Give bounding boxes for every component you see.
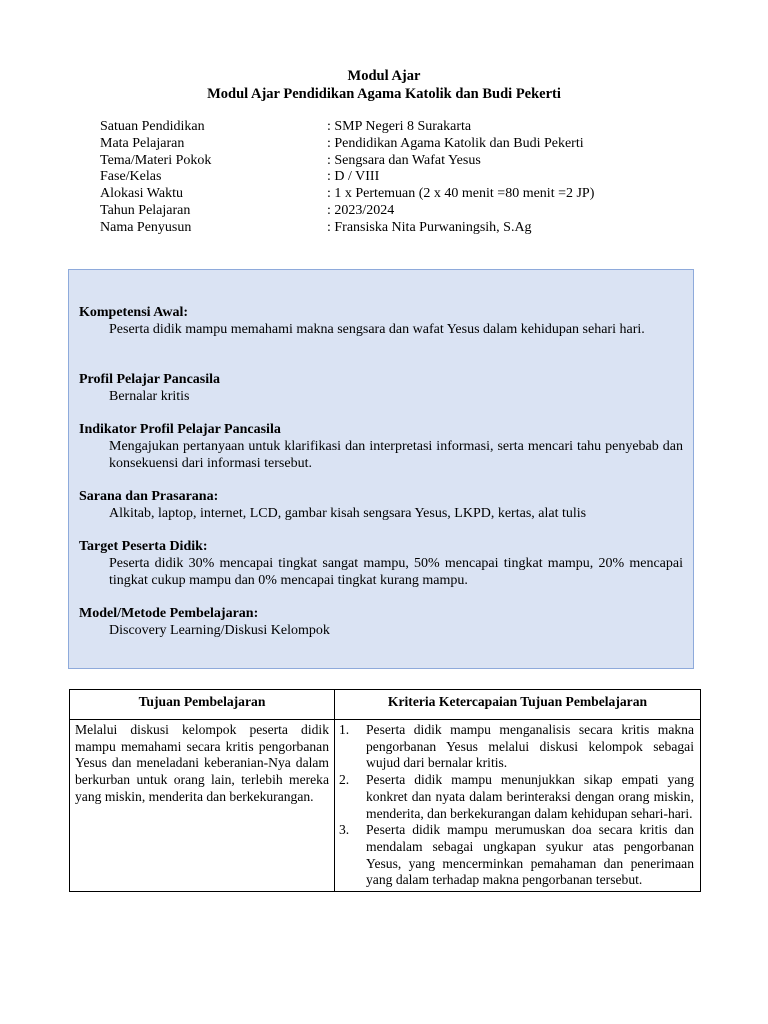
competency-box xyxy=(68,269,694,669)
tujuan-text: Melalui diskusi kelompok peserta didik mampu memahami secara kritis pengorbanan Yesus dan meneladani keberanian-Nya dalam berkurban untuk orang lain, terlebih mereka yang miskin, menderita dan berkekurangan. xyxy=(75,722,329,804)
section-kompetensi-awal xyxy=(79,304,683,338)
section-body: Bernalar kritis xyxy=(109,389,190,404)
section-body: Peserta didik mampu memahami makna sengsara dan wafat Yesus dalam kehidupan sehari hari. xyxy=(109,322,645,337)
section-body: Discovery Learning/Diskusi Kelompok xyxy=(109,623,330,638)
kriteria-text: Peserta didik mampu menganalisis secara kritis makna pengorbanan Yesus melalui diskusi kelompok sebagai wujud dari bernalar kritis. xyxy=(366,722,694,771)
section-heading: Kompetensi Awal: xyxy=(79,305,189,320)
kriteria-item xyxy=(339,722,694,772)
info-key: Fase/Kelas xyxy=(100,169,162,185)
section-sarana xyxy=(79,488,683,522)
section-body: Peserta didik 30% mencapai tingkat sangat mampu, 50% mencapai tingkat mampu, 20% mencapai tingkat cukup mampu dan 0% mencapai tingkat kurang mampu. xyxy=(109,556,683,588)
tujuan-cell xyxy=(70,720,335,892)
info-value: : Pendidikan Agama Katolik dan Budi Pekerti xyxy=(327,135,584,151)
kriteria-item xyxy=(339,772,694,822)
table-row xyxy=(70,720,701,892)
section-heading: Sarana dan Prasarana: xyxy=(79,489,219,504)
column-header-kriteria: Kriteria Ketercapaian Tujuan Pembelajaran xyxy=(335,690,701,720)
section-body: Alkitab, laptop, internet, LCD, gambar kisah sengsara Yesus, LKPD, kertas, alat tulis xyxy=(109,506,587,521)
info-value: : Fransiska Nita Purwaningsih, S.Ag xyxy=(327,219,532,235)
info-key: Tahun Pelajaran xyxy=(100,202,191,218)
info-key: Satuan Pendidikan xyxy=(100,119,205,134)
table-header-row xyxy=(70,690,701,720)
info-key: Mata Pelajaran xyxy=(100,135,185,151)
section-model xyxy=(79,605,683,639)
kriteria-text: Peserta didik mampu merumuskan doa secara kritis dan mendalam sebagai ungkapan syukur atas pengorbanan Yesus, yang mencerminkan pemahaman dan penerimaan yang dalam terhadap makna pengorbanan tersebut. xyxy=(366,822,694,888)
section-heading: Model/Metode Pembelajaran: xyxy=(79,606,259,621)
section-target xyxy=(79,538,683,589)
section-heading: Profil Pelajar Pancasila xyxy=(79,372,221,387)
section-body: Mengajukan pertanyaan untuk klarifikasi dan interpretasi informasi, serta mencari tahu penyebab dan konsekuensi dari informasi tersebut. xyxy=(109,439,683,471)
kriteria-number: 1. xyxy=(339,722,350,737)
section-indikator xyxy=(79,421,683,472)
info-value: : 1 x Pertemuan (2 x 40 menit =80 menit =2 JP) xyxy=(327,186,595,202)
section-heading: Target Peserta Didik: xyxy=(79,539,208,554)
document-subtitle: Modul Ajar Pendidikan Agama Katolik dan Budi Pekerti xyxy=(207,86,561,102)
kriteria-number: 2. xyxy=(339,772,350,788)
info-key: Alokasi Waktu xyxy=(100,186,183,202)
section-heading: Indikator Profil Pelajar Pancasila xyxy=(79,422,281,437)
info-value: : 2023/2024 xyxy=(327,202,395,218)
info-value: : D / VIII xyxy=(327,169,380,185)
info-value: : SMP Negeri 8 Surakarta xyxy=(327,119,472,134)
kriteria-text: Peserta didik mampu menunjukkan sikap empati yang konkret dan nyata dalam berinteraksi dengan orang miskin, menderita, dan berkekurangan dalam kehidupan sehari-hari. xyxy=(366,772,694,821)
info-value: : Sengsara dan Wafat Yesus xyxy=(327,152,481,168)
section-profil-pelajar xyxy=(79,371,683,405)
info-key: Tema/Materi Pokok xyxy=(100,152,212,168)
kriteria-item xyxy=(339,822,694,889)
kriteria-number: 3. xyxy=(339,822,350,838)
learning-objectives-table xyxy=(69,689,701,892)
column-header-tujuan: Tujuan Pembelajaran xyxy=(70,690,335,720)
info-key: Nama Penyusun xyxy=(100,219,192,235)
kriteria-cell xyxy=(335,720,701,892)
document-title: Modul Ajar xyxy=(347,68,421,84)
